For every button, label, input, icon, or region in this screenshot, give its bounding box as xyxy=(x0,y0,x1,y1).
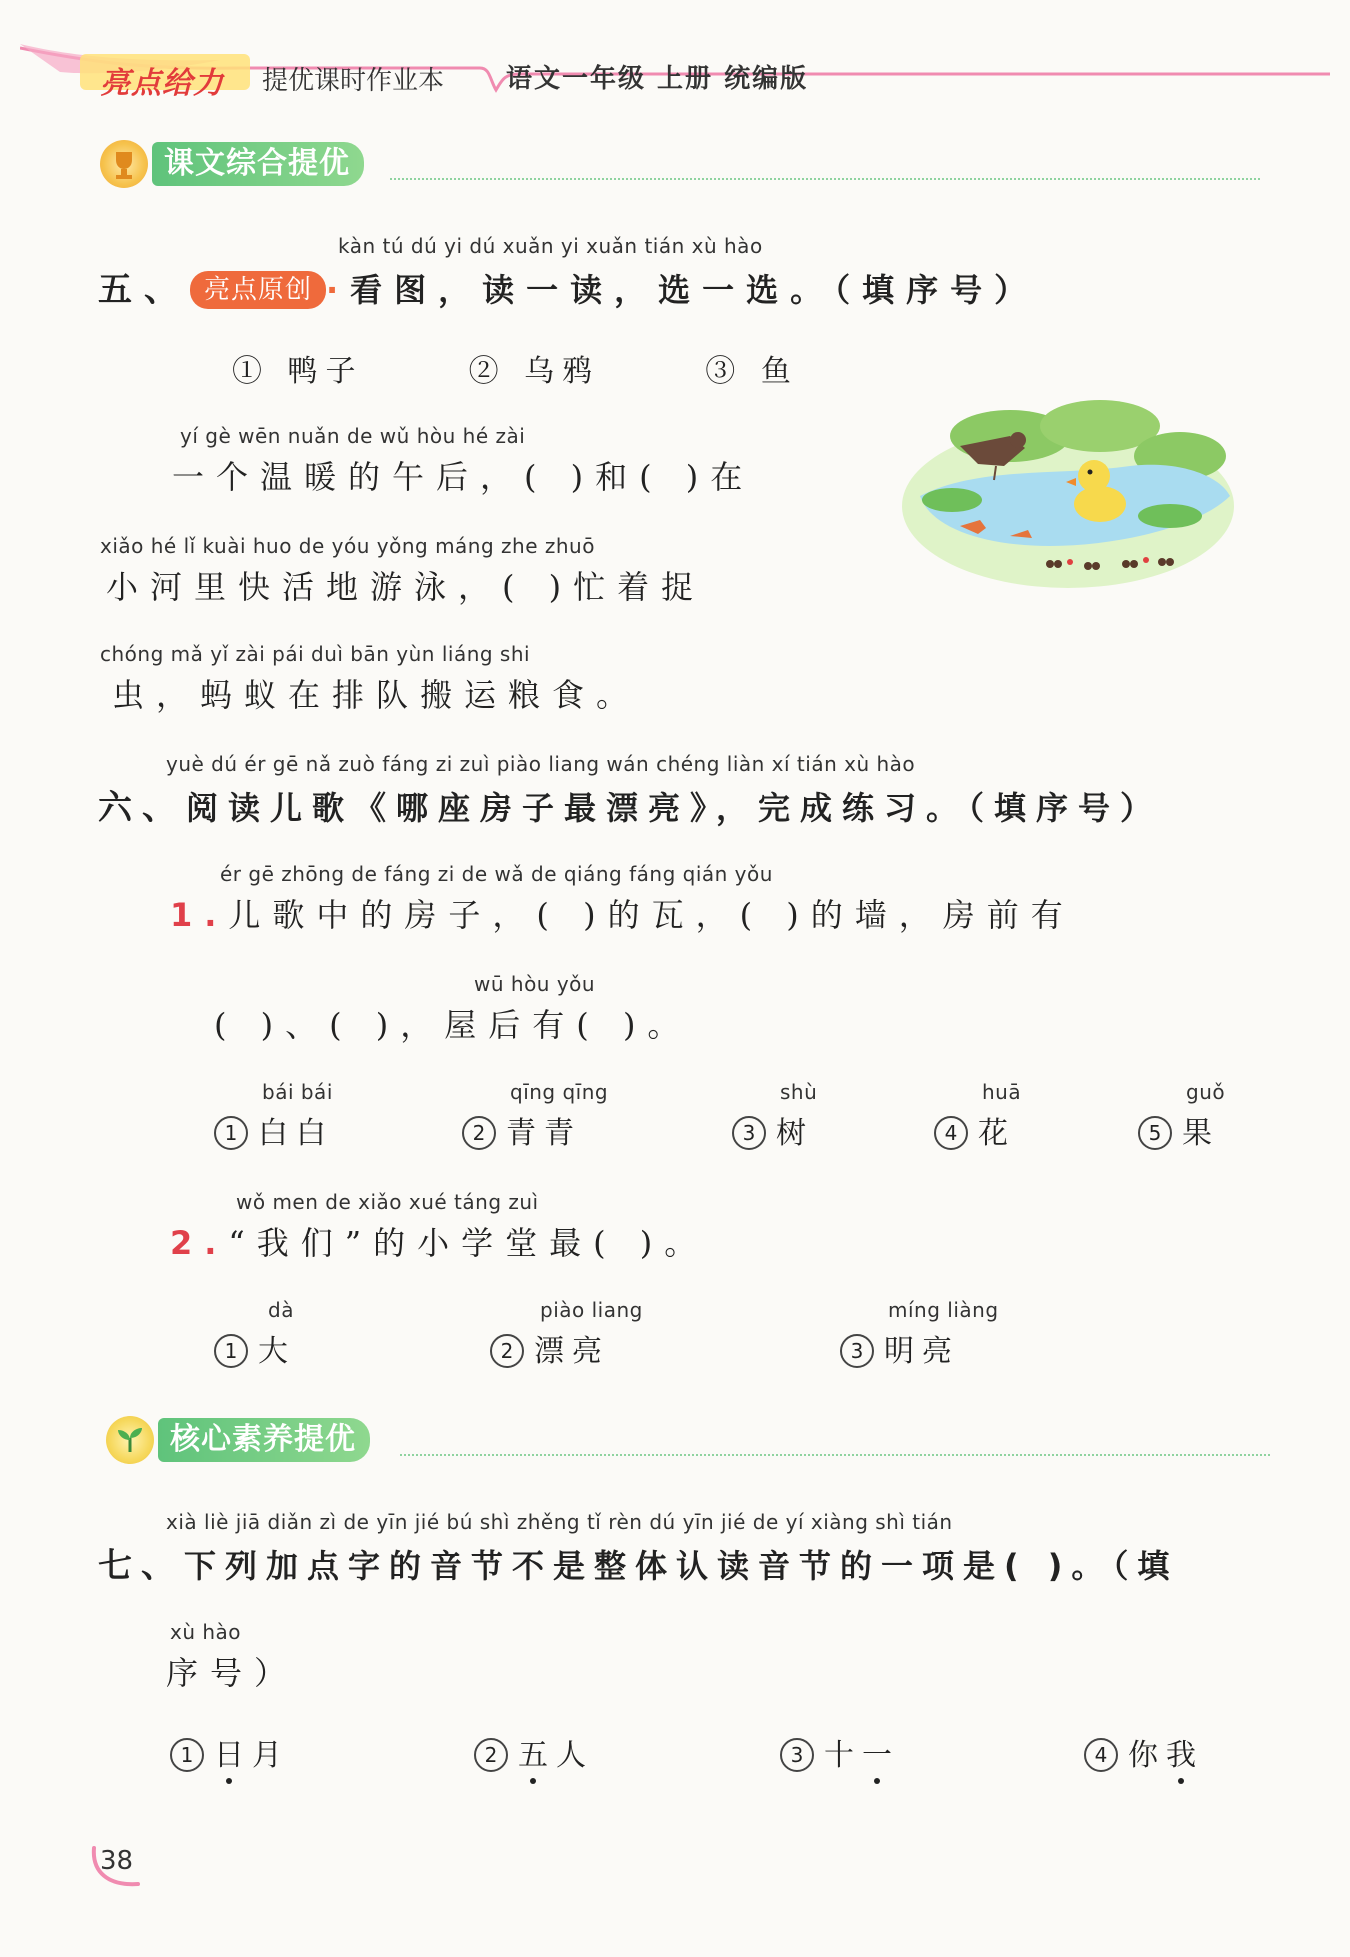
q6-sub1-pinyin: ér gē zhōng de fáng zi de wǎ de qiáng fáng qián yǒu xyxy=(220,862,773,886)
q5-line3: 虫，蚂蚁在排队搬运粮食。 xyxy=(112,676,641,714)
q5-option-2: ② 乌鸦 xyxy=(468,354,601,389)
pond-illustration xyxy=(900,396,1236,592)
original-badge: 亮点原创 xyxy=(190,271,326,309)
question-number: 七、 xyxy=(98,1546,184,1586)
dotted-char: 五 xyxy=(518,1730,556,1774)
q7-heading-cont: 序号） xyxy=(166,1654,299,1692)
q6-opt3-pinyin: shù xyxy=(780,1080,818,1104)
q6-opt2-3-pinyin: míng liàng xyxy=(888,1298,999,1322)
q5-pinyin: kàn tú dú yi dú xuǎn yi xuǎn tián xù hào xyxy=(338,234,763,258)
sprout-icon xyxy=(106,1416,154,1464)
section-title: 课文综合提优 xyxy=(152,142,364,186)
dotted-char: 日 xyxy=(214,1730,252,1774)
question-text: 阅读儿歌《哪座房子最漂亮》，完成练习。（填序号） xyxy=(186,789,1163,827)
option-text: 青青 xyxy=(506,1116,582,1151)
plain-char: 十 xyxy=(824,1738,862,1773)
section-divider xyxy=(400,1454,1270,1456)
q6-opt2-1-pinyin: dà xyxy=(268,1298,294,1322)
plain-char: 你 xyxy=(1128,1738,1166,1773)
brand-logo-text: 亮点给力 xyxy=(100,66,224,101)
section-banner-2 xyxy=(106,1416,1270,1464)
q5-option-3: ③ 鱼 xyxy=(705,354,799,389)
q6-sub1-line2: ( )、( )，屋后有( )。 xyxy=(214,1006,692,1044)
sub-question-number: 1. xyxy=(170,896,229,934)
option-text: 白白 xyxy=(258,1116,334,1151)
sub-question-text: “我们”的小学堂最( )。 xyxy=(228,1224,709,1262)
q5-options xyxy=(232,346,799,390)
q6-opt1-pinyin: bái bái xyxy=(262,1080,333,1104)
q6-opt2-pinyin: qīng qīng xyxy=(510,1080,609,1104)
option-text: 花 xyxy=(978,1116,1016,1151)
option-text: 树 xyxy=(776,1116,814,1151)
q6-sub2-line1 xyxy=(170,1218,708,1264)
question-text: 下列加点字的音节不是整体认读音节的一项是( )。（填 xyxy=(184,1547,1179,1585)
q6-sub1-pinyin2: wū hòu yǒu xyxy=(474,972,596,996)
q6-sub2-opt1: 1 大 xyxy=(214,1326,296,1370)
q5-line1: 一个温暖的午后，( )和( )在 xyxy=(172,458,755,496)
q7-option-4: 4 你我 xyxy=(1084,1730,1204,1774)
q6-opt1: 1 白白 xyxy=(214,1108,334,1152)
option-text: 大 xyxy=(258,1334,296,1369)
header-subtitle: 提优课时作业本 xyxy=(262,66,445,96)
q6-pinyin: yuè dú ér gē nǎ zuò fáng zi zuì piào liang wán chéng liàn xí tián xù hào xyxy=(166,752,916,776)
q7-pinyin2: xù hào xyxy=(170,1620,242,1644)
plain-char: 人 xyxy=(556,1738,594,1773)
dotted-char: 一 xyxy=(862,1730,900,1774)
q7-option-1: 1 日月 xyxy=(170,1730,290,1774)
question-number: 五、 xyxy=(98,270,190,310)
page-number: 38 xyxy=(100,1846,134,1876)
q5-option-1: ① 鸭子 xyxy=(232,354,364,389)
q7-option-2: 2 五人 xyxy=(474,1730,594,1774)
q5-heading: 五、 亮点原创 ·看图，读一读，选一选。（填序号） xyxy=(98,270,1039,310)
question-text: 看图，读一读，选一选。（填序号） xyxy=(350,271,1039,309)
q7-option-3: 3 十一 xyxy=(780,1730,900,1774)
q7-pinyin: xià liè jiā diǎn zì de yīn jié bú shì zhěng tǐ rèn dú yīn jié de yí xiàng shì tián xyxy=(166,1510,953,1534)
q6-opt4: 4 花 xyxy=(934,1108,1016,1152)
q5-line2-pinyin: xiǎo hé lǐ kuài huo de yóu yǒng máng zhe zhuō xyxy=(100,534,595,558)
q6-sub1-line1 xyxy=(170,890,1075,936)
q6-opt5: 5 果 xyxy=(1138,1108,1220,1152)
q5-line3-pinyin: chóng mǎ yǐ zài pái duì bān yùn liáng shi xyxy=(100,642,531,666)
option-text: 明亮 xyxy=(884,1334,960,1369)
q6-opt3: 3 树 xyxy=(732,1108,814,1152)
q5-line2: 小河里快活地游泳，( )忙着捉 xyxy=(106,568,706,606)
q6-opt4-pinyin: huā xyxy=(982,1080,1022,1104)
q6-sub2-opt2: 2 漂亮 xyxy=(490,1326,610,1370)
trophy-icon xyxy=(100,140,148,188)
option-text: 漂亮 xyxy=(534,1334,610,1369)
q7-heading xyxy=(98,1538,1178,1587)
sub-question-number: 2. xyxy=(170,1224,229,1262)
q6-opt5-pinyin: guǒ xyxy=(1186,1080,1226,1104)
q6-sub2-pinyin: wǒ men de xiǎo xué táng zuì xyxy=(236,1190,539,1214)
q6-opt2: 2 青青 xyxy=(462,1108,582,1152)
option-text: 果 xyxy=(1182,1116,1220,1151)
dotted-char: 我 xyxy=(1166,1730,1204,1774)
section-title: 核心素养提优 xyxy=(158,1418,370,1462)
q6-sub2-opt3: 3 明亮 xyxy=(840,1326,960,1370)
header-book-info: 语文一年级 上册 统编版 xyxy=(506,64,809,94)
q6-opt2-2-pinyin: piào liang xyxy=(540,1298,643,1322)
section-banner-1 xyxy=(100,140,1260,188)
question-number: 六、 xyxy=(98,788,186,828)
plain-char: 月 xyxy=(252,1738,290,1773)
sub-question-text: 儿歌中的房子，( )的瓦，( )的墙，房前有 xyxy=(228,896,1075,934)
q5-line1-pinyin: yí gè wēn nuǎn de wǔ hòu hé zài xyxy=(180,424,526,448)
section-divider xyxy=(390,178,1260,180)
q6-heading xyxy=(98,780,1162,829)
page-header xyxy=(20,40,1330,110)
